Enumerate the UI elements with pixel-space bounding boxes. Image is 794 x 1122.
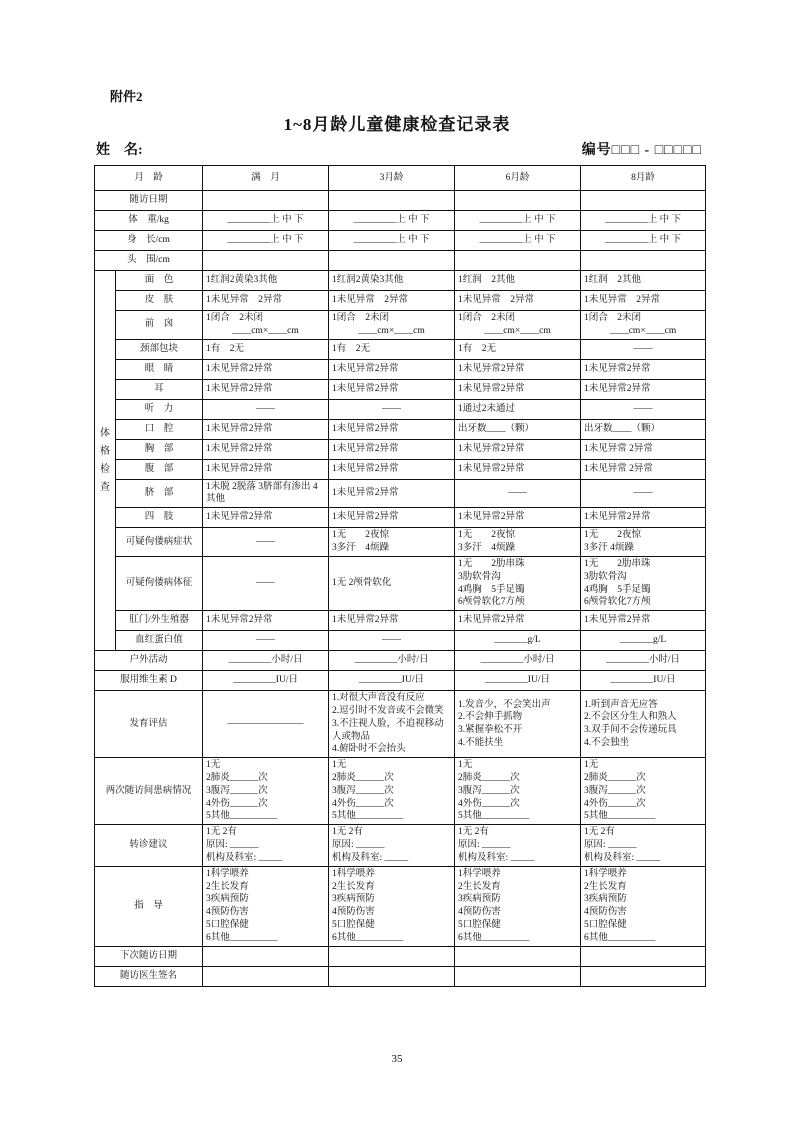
row-label: 耳 [116,379,203,399]
table-row [95,251,706,271]
data-cell: 1未见异常2异常 [455,459,581,479]
table-row [95,946,706,966]
data-cell: 1未见异常2异常 [203,419,329,439]
data-cell: —— [581,399,706,419]
data-cell: 1未见异常2异常 [329,459,455,479]
data-cell: 1无 2有 原因: ______ 机构及科室: _____ [203,825,329,866]
row-label: 转诊建议 [95,825,203,866]
data-cell: 1未见异常2异常 [329,479,455,508]
row-label: 可疑佝偻病体征 [116,556,203,610]
data-cell: —— [203,528,329,557]
table-row [95,419,706,439]
data-cell: 1无 2有 原因: ______ 机构及科室: _____ [581,825,706,866]
data-cell: _______g/L [581,631,706,651]
data-cell: 1闭合 2未闭 ____cm×____cm [329,311,455,340]
data-cell: 1红润 2其他 [581,271,706,291]
data-cell: 1未见异常2异常 [455,611,581,631]
table-row [95,291,706,311]
data-cell: 1科学喂养 2生长发育 3疾病预防 4预防伤害 5口腔保健 6其他__________ [329,866,455,946]
row-label: 前 囟 [116,311,203,340]
column-header: 3月龄 [329,166,455,191]
data-cell: 1闭合 2未闭 ____cm×____cm [455,311,581,340]
table-row [95,479,706,508]
data-cell: _________IU/日 [455,671,581,691]
data-cell: 1未见异常 2异常 [581,291,706,311]
data-cell: 1闭合 2未闭 ____cm×____cm [581,311,706,340]
data-cell: _________上 中 下 [203,231,329,251]
data-cell: 1红润2黄染3其他 [329,271,455,291]
table-row [95,211,706,231]
table-row [95,671,706,691]
data-cell [455,966,581,986]
data-cell: 1未见异常2异常 [203,379,329,399]
data-cell [581,966,706,986]
row-label: 皮 肤 [116,291,203,311]
page-number: 35 [391,1053,403,1065]
row-label: 头 围/cm [95,251,203,271]
data-cell: 1未脱 2脱落 3脐部有渗出 4其他 [203,479,329,508]
data-cell: 1无 2肺炎______次 3腹泻______次 4外伤______次 5其他__________ [329,758,455,825]
table-row [95,528,706,557]
data-cell: _________上 中 下 [581,211,706,231]
data-cell: 1无 2夜惊 3多汗 4烦躁 [581,528,706,557]
row-label: 腹 部 [116,459,203,479]
table-row [95,359,706,379]
data-cell: 1未见异常2异常 [329,359,455,379]
data-cell: —— [203,631,329,651]
data-cell: 1科学喂养 2生长发育 3疾病预防 4预防伤害 5口腔保健 6其他__________ [581,866,706,946]
table-row [95,611,706,631]
data-cell [329,966,455,986]
row-label: 眼 睛 [116,359,203,379]
data-cell [581,191,706,211]
data-cell: 1有 2无 [329,339,455,359]
row-label: 身 长/cm [95,231,203,251]
data-cell: _________上 中 下 [329,211,455,231]
data-cell: 1无 2肋串珠 3肋软骨沟 4鸡胸 5手足镯 6颅骨软化7方颅 [455,556,581,610]
data-cell: —— [581,339,706,359]
data-cell: _________上 中 下 [455,211,581,231]
data-cell: 1未见异常2异常 [581,379,706,399]
data-cell: 1未见异常2异常 [203,359,329,379]
data-cell: _________上 中 下 [329,231,455,251]
data-cell: 1未见异常2异常 [329,611,455,631]
header-row [95,166,706,191]
data-cell: 1红润 2其他 [455,271,581,291]
data-cell: 出牙数____（颗） [581,419,706,439]
data-cell: 1未见异常2异常 [581,508,706,528]
data-cell: _________小时/日 [203,651,329,671]
serial-number: 编号□□□ - □□□□□ [581,143,702,158]
data-cell: 1闭合 2未闭 ____cm×____cm [203,311,329,340]
row-label: 两次随访间患病情况 [95,758,203,825]
page-title: 1~8月龄儿童健康检查记录表 [283,115,511,134]
data-cell: 1未见异常2异常 [203,611,329,631]
row-label: 发育评估 [95,691,203,758]
row-label: 户外活动 [95,651,203,671]
data-cell: 1有 2无 [455,339,581,359]
row-label: 胸 部 [116,439,203,459]
data-cell: —— [581,479,706,508]
table-row [95,825,706,866]
row-label: 下次随访日期 [95,946,203,966]
data-cell: 1未见异常 2异常 [455,291,581,311]
data-cell [329,251,455,271]
table-row [95,339,706,359]
data-cell: 1未见异常2异常 [329,379,455,399]
data-cell: 1未见异常2异常 [581,359,706,379]
data-cell: ———————— [203,691,329,758]
data-cell: _________IU/日 [581,671,706,691]
data-cell: _________上 中 下 [581,231,706,251]
table-row [95,508,706,528]
data-cell: _________上 中 下 [203,211,329,231]
row-label: 服用维生素 D [95,671,203,691]
table-row [95,399,706,419]
row-label: 面 色 [116,271,203,291]
data-cell: 1无 2肺炎______次 3腹泻______次 4外伤______次 5其他__________ [203,758,329,825]
data-cell: 1无 2夜惊 3多汗 4烦躁 [455,528,581,557]
data-cell: 1未见异常2异常 [329,508,455,528]
data-cell [329,946,455,966]
data-cell [581,251,706,271]
column-header-month-age: 月 龄 [95,166,203,191]
data-cell: 1未见异常2异常 [455,379,581,399]
data-cell: _______g/L [455,631,581,651]
row-label: 血红蛋白值 [116,631,203,651]
table-row [95,758,706,825]
data-cell: 1无 2有 原因: ______ 机构及科室: _____ [329,825,455,866]
data-cell [581,946,706,966]
row-label: 脐 部 [116,479,203,508]
data-cell: 1未见异常 2异常 [581,459,706,479]
attachment-label: 附件2 [110,89,143,104]
row-label: 体 重/kg [95,211,203,231]
data-cell [455,946,581,966]
data-cell: 出牙数____（颗） [455,419,581,439]
row-label: 可疑佝偻病症状 [116,528,203,557]
data-cell: 1未见异常2异常 [455,439,581,459]
row-label: 随访日期 [95,191,203,211]
data-cell: 1未见异常2异常 [455,359,581,379]
data-cell [203,191,329,211]
data-cell: 1科学喂养 2生长发育 3疾病预防 4预防伤害 5口腔保健 6其他__________ [203,866,329,946]
name-serial-row [96,139,702,159]
data-cell: 1无 2颅骨软化 [329,556,455,610]
record-table-body [95,166,706,987]
data-cell: 1无 2夜惊 3多汗 4烦躁 [329,528,455,557]
data-cell: 1未见异常2异常 [329,439,455,459]
data-cell: 1通过2未通过 [455,399,581,419]
table-row [95,651,706,671]
column-header: 8月龄 [581,166,706,191]
data-cell: 1无 2肺炎______次 3腹泻______次 4外伤______次 5其他__________ [581,758,706,825]
data-cell: 1未见异常2异常 [203,459,329,479]
data-cell [203,946,329,966]
row-label: 颈部包块 [116,339,203,359]
data-cell: 1未见异常2异常 [203,439,329,459]
table-row [95,439,706,459]
data-cell: 1无 2肺炎______次 3腹泻______次 4外伤______次 5其他__________ [455,758,581,825]
data-cell: 1未见异常 2异常 [203,291,329,311]
data-cell: 1未见异常2异常 [455,508,581,528]
data-cell: 1未见异常 2异常 [329,291,455,311]
column-header: 6月龄 [455,166,581,191]
table-row [95,556,706,610]
data-cell: 1红润2黄染3其他 [203,271,329,291]
data-cell: —— [203,399,329,419]
data-cell: _________IU/日 [203,671,329,691]
data-cell: —— [455,479,581,508]
record-table [94,165,706,987]
table-row [95,231,706,251]
table-row [95,271,706,291]
data-cell: —— [329,399,455,419]
table-row [95,191,706,211]
data-cell [455,251,581,271]
row-label: 听 力 [116,399,203,419]
data-cell: 1未见异常2异常 [329,419,455,439]
data-cell [203,251,329,271]
data-cell: —— [329,631,455,651]
data-cell [455,191,581,211]
row-label: 口 腔 [116,419,203,439]
data-cell: _________小时/日 [329,651,455,671]
data-cell [329,191,455,211]
table-row [95,631,706,651]
data-cell: 1.听到声音无应答 2.不会区分生人和熟人 3.双手间不会传递玩具 4.不会独坐 [581,691,706,758]
data-cell: _________小时/日 [455,651,581,671]
row-label: 指 导 [95,866,203,946]
data-cell [203,966,329,986]
data-cell: —— [203,556,329,610]
data-cell: 1.对很大声音没有反应 2.逗引时不发音或不会微笑 3.不注视人脸，不追视移动人或物品 4.俯卧时不会抬头 [329,691,455,758]
data-cell: _________上 中 下 [455,231,581,251]
section-label-physical-exam: 体 格 检 查 [95,271,116,651]
table-row [95,866,706,946]
row-label: 四 肢 [116,508,203,528]
data-cell: _________IU/日 [329,671,455,691]
column-header: 满 月 [203,166,329,191]
table-row [95,966,706,986]
table-row [95,691,706,758]
row-label: 肛门/外生殖器 [116,611,203,631]
data-cell: _________小时/日 [581,651,706,671]
table-row [95,379,706,399]
table-row [95,311,706,340]
data-cell: 1未见异常2异常 [203,508,329,528]
table-row [95,459,706,479]
data-cell: 1无 2有 原因: ______ 机构及科室: _____ [455,825,581,866]
data-cell: 1未见异常 2异常 [581,439,706,459]
data-cell: 1无 2肋串珠 3肋软骨沟 4鸡胸 5手足镯 6颅骨软化7方颅 [581,556,706,610]
data-cell: 1.发音少，不会笑出声 2.不会伸手抓物 3.紧握拳松不开 4.不能扶坐 [455,691,581,758]
row-label: 随访医生签名 [95,966,203,986]
data-cell: 1未见异常2异常 [581,611,706,631]
name-label: 姓 名: [96,143,143,158]
data-cell: 1科学喂养 2生长发育 3疾病预防 4预防伤害 5口腔保健 6其他__________ [455,866,581,946]
data-cell: 1有 2无 [203,339,329,359]
